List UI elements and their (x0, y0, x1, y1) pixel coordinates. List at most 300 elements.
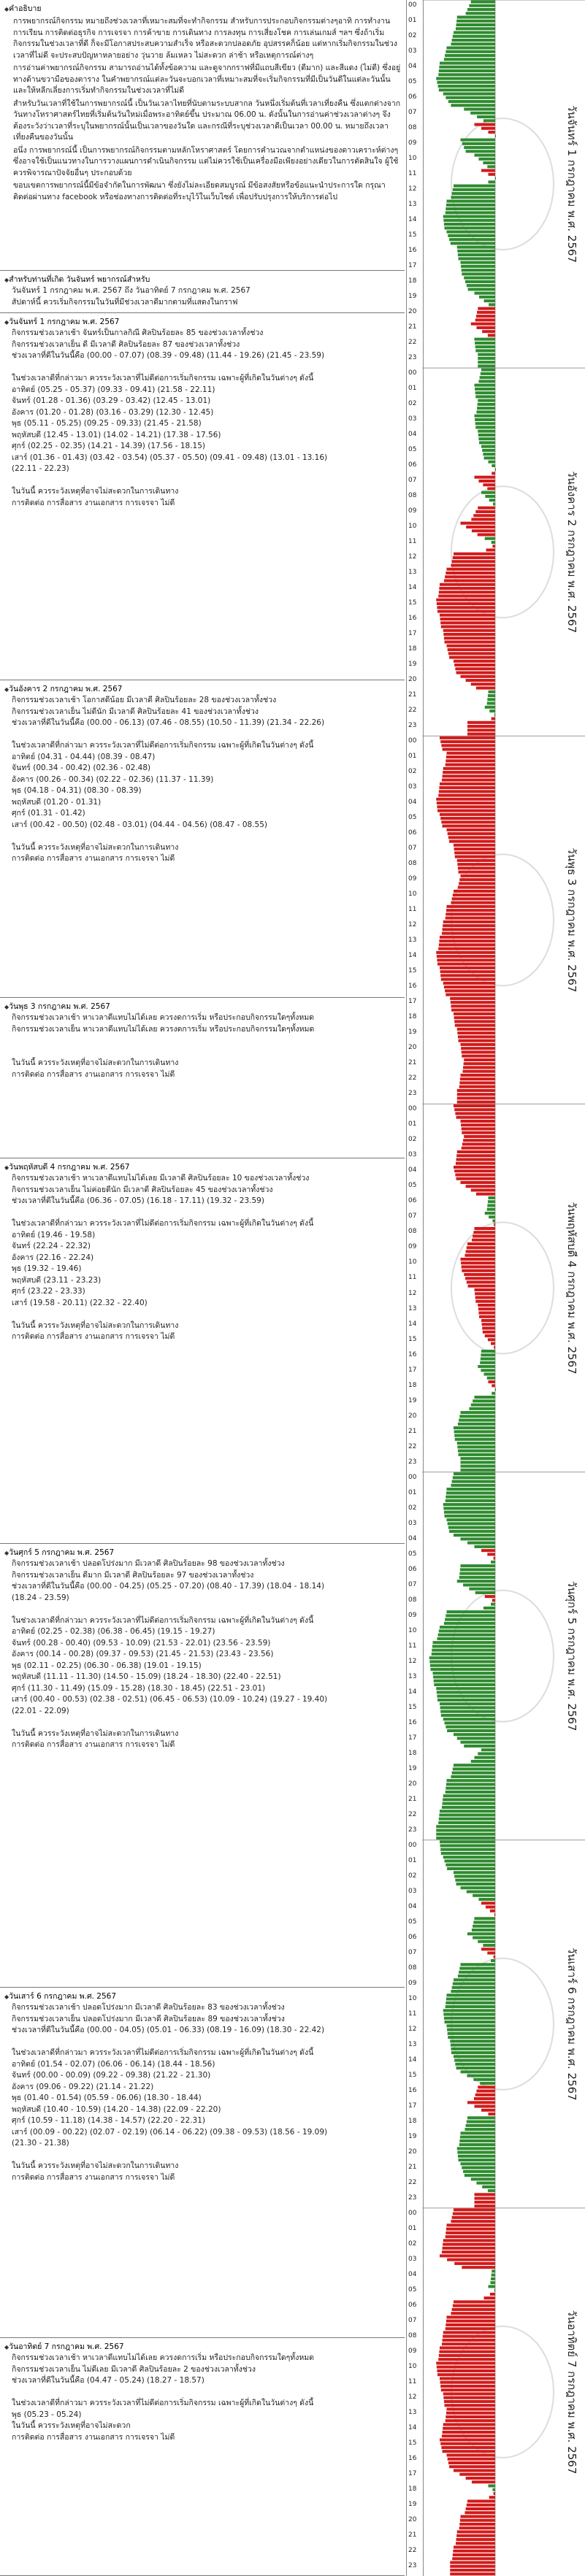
hour-tick: 16 (408, 983, 417, 991)
hour-tick: 14 (408, 216, 417, 224)
bad-time-bar (440, 974, 495, 977)
bad-time-bar (438, 794, 495, 797)
hour-tick: 00 (408, 737, 417, 745)
good-time-bar (466, 150, 495, 153)
good-time-bar (450, 2039, 495, 2042)
good-time-bar (441, 1852, 495, 1855)
hour-tick: 19 (408, 2500, 417, 2508)
bad-time-bar (456, 1116, 495, 1119)
bad-time-bar (443, 771, 495, 774)
bad-time-bar (489, 1380, 496, 1383)
good-time-bar (478, 403, 495, 406)
hour-tick: 21 (408, 2531, 417, 2539)
good-time-bar (438, 73, 495, 76)
good-time-bar (475, 388, 495, 391)
good-time-bar (446, 1783, 495, 1785)
hour-tick: 14 (408, 2056, 417, 2064)
good-time-bar (461, 1963, 496, 1966)
good-time-bar (447, 231, 496, 234)
bad-time-bar (467, 725, 495, 728)
bad-time-bar (490, 2293, 495, 2296)
good-time-bar (446, 1787, 495, 1790)
good-time-bar (433, 1675, 495, 1678)
bad-time-bar (437, 602, 495, 605)
good-time-bar (473, 1921, 495, 1923)
bad-time-bar (437, 810, 495, 812)
hour-tick: 11 (408, 170, 417, 178)
chart-day-label: วันเสาร์ 6 กรกฎาคม พ.ศ. 2567 (565, 1947, 578, 2101)
bad-time-bar (454, 2469, 495, 2472)
good-time-bar (436, 1833, 495, 1836)
day-line (12, 729, 402, 741)
bad-time-bar (461, 2515, 496, 2518)
day-line: ในวันนี้ ควรระวังเหตุที่อาจไม่สะดวกในการเดินทาง (12, 1320, 179, 1330)
bad-time-bar (456, 1154, 495, 1157)
day-line: อังคาร (00.14 - 00.28) (09.37 - 09.53) (21.45 - 21.53) (23.43 - 23.56) (12, 1650, 274, 1658)
good-time-bar (443, 1802, 495, 1805)
good-time-bar (454, 1875, 495, 1877)
hour-tick: 10 (408, 1258, 417, 1266)
bad-time-bar (444, 2400, 495, 2403)
day-line (12, 1047, 402, 1058)
day-section (0, 1988, 405, 2338)
bad-time-bar (455, 856, 495, 858)
bad-time-bar (447, 2315, 496, 2318)
hour-tick: 05 (408, 814, 417, 822)
good-time-bar (449, 238, 495, 241)
bad-time-bar (466, 526, 495, 528)
bad-time-bar (439, 591, 495, 593)
hour-tick: 22 (408, 1074, 417, 1083)
bad-time-bar (462, 1127, 495, 1130)
good-time-bar (436, 77, 495, 80)
bad-time-bar (494, 2492, 495, 2495)
bad-time-bar (443, 2427, 495, 2430)
day-line (12, 362, 402, 374)
good-time-bar (484, 456, 495, 459)
bad-time-bar (443, 633, 495, 636)
day-line: กิจกรรมช่วงเวลาเช้า ปลอดโปร่งมาก มีเวลาดี ศิลปินร้อยละ 83 ของช่วงเวลาทั้งช่วง (12, 2003, 285, 2012)
bad-time-bar (457, 1150, 495, 1153)
chart-day-label: วันศุกร์ 5 กรกฎาคม พ.ศ. 2567 (565, 1580, 578, 1731)
bad-time-bar (461, 1258, 496, 1261)
good-time-bar (461, 1469, 496, 1472)
good-time-bar (436, 1825, 495, 1828)
bad-time-bar (467, 728, 495, 731)
good-time-bar (432, 1653, 495, 1656)
good-time-bar (437, 81, 495, 84)
intro-paragraph: การพยากรณ์กิจกรรม หมายถึงช่วงเวลาที่เหมาะสมที่จะทำกิจกรรม สำหรับการประกอบกิจกรรมต่างๆอาทิ การทำงาน การเรียน การติดต่อธุรกิจ การเจรจา การค้าขาย การเดินทาง การลงทุน การเสี่ยงโชค การเล่นเกมส์ ฯลฯ ซึ่งถ้าเริ่มกิจกรรมในช่วงเวลาที่ดี ก็จะมีโอกาสประสบความสำเร็จ หรือสะดวกปลอดภัย อุปสรรคก็น้อย แต่หากเริ่มกิจกรรมในช่วงเวลาที่ไม่ดี จะประสบปัญหาหลายอย่าง วุ่นวาย ล้มเหลว ไม่สะดวก ล่าช้า หรือเหตุการณ์ต่างๆ (13, 17, 397, 60)
good-time-bar (478, 1752, 495, 1755)
chart-day-label: วันอังคาร 2 กรกฎาคม พ.ศ. 2567 (565, 471, 578, 634)
bad-time-bar (475, 2197, 496, 2200)
good-time-bar (483, 1944, 495, 1947)
bad-time-bar (475, 510, 495, 513)
day-line: การติดต่อ การสื่อสาร งานเอกสาร การเจรจา ไม่ดี (12, 498, 175, 507)
good-time-bar (457, 246, 495, 249)
bad-time-bar (478, 533, 495, 536)
day-line: อาทิตย์ (02.25 - 02.38) (06.38 - 06.45) (19.15 - 19.27) (12, 1627, 215, 1636)
good-time-bar (457, 2151, 495, 2154)
bad-time-bar (446, 756, 495, 758)
good-time-bar (458, 1450, 495, 1453)
good-time-bar (446, 2005, 495, 2008)
hour-tick: 02 (408, 1872, 417, 1880)
bad-time-bar (481, 2109, 495, 2112)
day-line: (18.24 - 23.59) (12, 1593, 69, 1602)
bad-time-bar (443, 2247, 495, 2250)
hour-tick: 10 (408, 891, 417, 899)
hour-tick: 13 (408, 569, 417, 577)
good-time-bar (443, 2013, 495, 2016)
good-time-bar (492, 541, 495, 544)
hour-tick: 06 (408, 1933, 417, 1941)
good-time-bar (448, 234, 495, 237)
day-line: กิจกรรมช่วงเวลาเย็น ดี มีเวลาดี ศิลปินร้อยละ 87 ของช่วงเวลาทั้งช่วง (12, 339, 240, 349)
bad-time-bar (445, 2404, 495, 2407)
hour-tick: 03 (408, 415, 417, 423)
bad-time-bar (447, 828, 496, 831)
hour-tick: 12 (408, 2025, 417, 2033)
bad-time-bar (459, 882, 495, 885)
bad-time-bar (437, 958, 495, 961)
bad-time-bar (446, 912, 495, 915)
good-time-bar (480, 376, 495, 379)
hour-tick: 11 (408, 1642, 417, 1650)
bad-time-bar (443, 629, 495, 632)
bad-time-bar (463, 1066, 495, 1069)
bad-time-bar (459, 1039, 495, 1042)
summary-range: วันจันทร์ 1 กรกฎาคม พ.ศ. 2567 ถึง วันอาทิตย์ 7 กรกฎาคม พ.ศ. 2567 (12, 286, 251, 295)
bad-time-bar (443, 2450, 495, 2453)
good-time-bar (482, 449, 495, 452)
good-time-bar (454, 1434, 495, 1437)
good-time-bar (492, 2274, 495, 2277)
good-time-bar (440, 1710, 495, 1713)
good-time-bar (453, 188, 495, 191)
bad-time-bar (440, 2254, 495, 2257)
day-line: กิจกรรมช่วงเวลาเช้า จันทร์เป็นกาลกิณี ศิลปินร้อยละ 85 ของช่วงเวลาทั้งช่วง (12, 328, 264, 337)
day-line: พฤหัสบดี (01.20 - 01.31) (12, 797, 102, 807)
bad-time-bar (466, 1250, 495, 1253)
good-time-bar (452, 39, 495, 42)
good-time-bar (440, 1848, 495, 1851)
day-line: เสาร์ (19.58 - 20.11) (22.32 - 22.40) (12, 1298, 148, 1307)
day-line: กิจกรรมช่วงเวลาเช้า ปลอดโปร่งมาก มีเวลาดี ศิลปินร้อยละ 98 ของช่วงเวลาทั้งช่วง (12, 1559, 285, 1568)
intro-paragraph: สำหรับวันเวลาที่ใช้ในการพยากรณ์นี้ เป็นวันเวลาไทยที่นับตามระบบสากล วันหนึ่งเริ่มต้นที่เวลาเที่ยงคืน ซึ่งแตกต่างจากวันทางโหราศาสตร์ไทยที่เริ่มต้นวันใหม่เมื่อพระอาทิตย์ขึ้น ประมาณ 06.00 น. ดังนั้นในการอ่านค่าช่วงเวลาต่างๆ จึงต้องระวังว่าเวลาที่ระบุในพยากรณ์นั้นเป็นเวลาของวันใด และกรณีที่ระบุช่วงเวลาดีเป็นเวลา 00.00 น. หมายถึงเวลาเที่ยงคืนของวันนั้น (13, 99, 401, 142)
bad-time-bar (443, 2339, 495, 2342)
chart-day-label: วันพุธ 3 กรกฎาคม พ.ศ. 2567 (565, 847, 578, 993)
hour-tick: 01 (408, 1120, 417, 1129)
bad-time-bar (461, 522, 496, 525)
bad-time-bar (454, 1016, 495, 1019)
bad-time-bar (451, 2312, 495, 2315)
hour-tick: 03 (408, 1887, 417, 1895)
hour-tick: 22 (408, 2546, 417, 2554)
hour-tick: 09 (408, 875, 417, 883)
good-time-bar (480, 2082, 495, 2085)
hour-tick: 10 (408, 155, 417, 163)
bad-time-bar (447, 645, 496, 647)
good-time-bar (447, 47, 496, 50)
good-time-bar (461, 1457, 496, 1460)
day-line: การติดต่อ การสื่อสาร งานเอกสาร การเจรจา ไม่ดี (12, 854, 175, 863)
good-time-bar (439, 66, 495, 69)
bad-time-bar (448, 832, 495, 835)
bad-time-bar (454, 1166, 495, 1169)
bad-time-bar (456, 1162, 495, 1165)
good-time-bar (442, 1806, 495, 1809)
bad-time-bar (437, 2373, 495, 2376)
good-time-bar (458, 253, 495, 256)
good-time-bar (459, 2143, 495, 2146)
good-time-bar (445, 54, 495, 57)
bad-time-bar (481, 1319, 495, 1322)
bad-time-bar (457, 1101, 495, 1104)
bad-time-bar (459, 1081, 495, 1084)
good-time-bar (478, 364, 495, 367)
hour-tick: 16 (408, 615, 417, 623)
bad-time-bar (478, 1307, 495, 1310)
good-time-bar (454, 1871, 495, 1874)
good-time-bar (438, 85, 495, 88)
bad-time-bar (446, 2235, 495, 2238)
bad-time-bar (463, 1139, 495, 1142)
good-time-bar (439, 88, 495, 91)
hour-tick: 20 (408, 308, 417, 316)
good-time-bar (457, 1442, 495, 1445)
bad-time-bar (442, 932, 495, 935)
hour-tick: 22 (408, 707, 417, 715)
hour-tick: 09 (408, 1979, 417, 1987)
bad-time-bar (454, 1108, 495, 1111)
day-line: กิจกรรมช่วงเวลาเช้า หาเวลาดีแทบไม่ได้เลย ควรงดการเริ่ม หรือประกอบกิจกรรมใดๆทั้งหมด (12, 1013, 314, 1022)
watermark-emblem (451, 486, 554, 618)
watermark-emblem (451, 1591, 554, 1722)
good-time-bar (488, 694, 495, 697)
day-line: ในช่วงเวลาดีที่กล่าวมา ควรระวังเวลาที่ไม่ดีต่อการเริ่มกิจกรรม เฉพาะผู้ที่เกิดในวันต่างๆ ดังนี้ (12, 2399, 314, 2407)
day-line: ศุกร์ (01.31 - 01.42) (12, 809, 85, 818)
hour-tick: 15 (408, 2439, 417, 2447)
good-time-bar (446, 1791, 495, 1793)
day-title: ◆ วันอาทิตย์ 7 กรกฎาคม พ.ศ. 2567 (4, 2340, 402, 2353)
good-time-bar (475, 1591, 495, 1594)
bad-time-bar (448, 652, 495, 655)
good-time-bar (445, 226, 495, 229)
bad-time-bar (437, 801, 495, 804)
good-time-bar (481, 1353, 495, 1356)
hour-tick: 05 (408, 1550, 417, 1558)
bad-time-bar (453, 2304, 495, 2307)
good-time-bar (466, 12, 495, 15)
hour-tick: 17 (408, 998, 417, 1006)
day-title: ◆ วันพุธ 3 กรกฎาคม พ.ศ. 2567 (4, 1000, 402, 1012)
good-time-bar (472, 1929, 495, 1931)
bad-time-bar (440, 2381, 495, 2384)
bad-time-bar (441, 820, 495, 823)
hour-tick: 07 (408, 477, 417, 485)
good-time-bar (473, 1399, 495, 1402)
day-line: พฤหัสบดี (23.11 - 23.23) (12, 1275, 102, 1285)
bad-time-bar (446, 2327, 495, 2330)
good-time-bar (471, 1760, 495, 1763)
good-time-bar (475, 395, 495, 398)
day-line: อาทิตย์ (01.54 - 02.07) (06.06 - 06.14) (18.44 - 18.56) (12, 2059, 215, 2069)
hour-tick: 21 (408, 1427, 417, 1435)
hour-tick: 03 (408, 1151, 417, 1159)
good-time-bar (454, 1733, 495, 1736)
hour-tick: 14 (408, 1320, 417, 1328)
good-time-bar (489, 710, 495, 712)
good-time-bar (461, 1411, 496, 1414)
good-time-bar (492, 464, 495, 467)
good-time-bar (445, 1721, 495, 1724)
hour-tick: 14 (408, 2423, 417, 2431)
bad-time-bar (462, 1055, 495, 1058)
bad-time-bar (481, 169, 495, 172)
bad-time-bar (442, 2250, 495, 2253)
hour-tick: 22 (408, 2178, 417, 2186)
bad-time-bar (451, 1004, 495, 1007)
good-time-bar (473, 1937, 495, 1939)
bad-time-bar (476, 315, 495, 318)
bad-time-bar (475, 2105, 496, 2108)
hour-tick: 07 (408, 2316, 417, 2324)
bad-time-bar (486, 1905, 495, 1908)
good-time-bar (471, 1404, 495, 1407)
good-time-bar (448, 1522, 495, 1525)
hour-tick: 04 (408, 63, 417, 71)
intro-section (0, 0, 405, 271)
bad-time-bar (467, 1242, 495, 1245)
good-time-bar (487, 1377, 495, 1380)
bad-time-bar (446, 572, 495, 574)
good-time-bar (439, 1813, 495, 1816)
bad-time-bar (472, 2480, 495, 2483)
hour-tick: 17 (408, 2102, 417, 2110)
bad-time-bar (456, 1177, 495, 1180)
day-line: กิจกรรมช่วงเวลาเย็น หาเวลาดีแทบไม่ได้เลย ควรงดการเริ่ม หรือประกอบกิจกรรมใดๆทั้งหมด (12, 1024, 315, 1034)
bad-time-bar (443, 924, 495, 927)
hour-tick: 18 (408, 277, 417, 285)
bad-time-bar (462, 2266, 495, 2269)
bad-time-bar (461, 1043, 496, 1046)
hour-tick: 15 (408, 231, 417, 239)
bad-time-bar (451, 1001, 495, 1004)
chart-day-label: วันพฤหัสบดี 4 กรกฎาคม พ.ศ. 2567 (565, 1202, 578, 1374)
bad-time-bar (439, 939, 495, 942)
good-time-bar (444, 1622, 495, 1625)
hour-tick: 10 (408, 523, 417, 531)
day-line: พุธ (05.11 - 05.25) (09.25 - 09.33) (21.45 - 21.58) (12, 419, 202, 428)
bad-time-bar (445, 640, 495, 643)
good-time-bar (445, 1515, 495, 1518)
bad-time-bar (458, 886, 495, 889)
good-time-bar (460, 2136, 495, 2139)
summary-note: สัปดาห์นี้ ควรเริ่มกิจกรรมในวันที่มีช่วงเวลาดีมากตามที่แสดงในกราฟ (12, 297, 238, 307)
hour-tick: 18 (408, 1381, 417, 1389)
good-time-bar (482, 2185, 495, 2188)
bad-time-bar (492, 1384, 495, 1387)
good-time-bar (453, 35, 495, 38)
bad-time-bar (462, 1070, 495, 1073)
hour-tick: 06 (408, 829, 417, 837)
bad-time-bar (466, 1185, 495, 1188)
good-time-bar (443, 1794, 495, 1797)
good-time-bar (481, 369, 495, 372)
bad-time-bar (462, 1050, 495, 1053)
good-time-bar (454, 1430, 495, 1433)
day-line (12, 1035, 402, 1047)
good-time-bar (454, 1426, 495, 1429)
hour-tick: 08 (408, 2331, 417, 2339)
bad-time-bar (473, 1231, 495, 1234)
intro-paragraph: อนึ่ง การพยากรณ์นี้ เป็นการพยากรณ์กิจกรรมตามหลักโหราศาสตร์ โดยการคำนวณจากตำแหน่งของดาวเคราะห์ต่างๆ ซึ่งอาจใช้เป็นแนวทางในการวางแผนการดำเนินกิจกรรม แต่ไม่ควรใช้เป็นเครื่องมือเพียงอย่างเดียวในการตัดสินใจ ผู้ใช้ควรพิจารณาปัจจัยอื่นๆ ประกอบด้วย (13, 145, 399, 177)
bad-time-bar (461, 1120, 496, 1123)
hour-tick: 22 (408, 1442, 417, 1450)
hour-tick: 09 (408, 139, 417, 147)
day-line: ในช่วงเวลาดีที่กล่าวมา ควรระวังเวลาที่ไม่ดีต่อการเริ่มกิจกรรม เฉพาะผู้ที่เกิดในวันต่างๆ ดังนี้ (12, 374, 314, 382)
good-time-bar (490, 2281, 495, 2284)
hour-tick: 04 (408, 1902, 417, 1910)
good-time-bar (460, 1568, 495, 1571)
good-time-bar (446, 2002, 495, 2004)
good-time-bar (464, 2174, 495, 2177)
bad-time-bar (454, 1169, 495, 1172)
hour-tick: 07 (408, 1948, 417, 1956)
day-line: พุธ (04.18 - 04.31) (08.30 - 08.39) (12, 786, 142, 795)
bad-time-bar (437, 805, 495, 808)
hour-tick: 20 (408, 1044, 417, 1052)
hour-tick: 13 (408, 2408, 417, 2416)
bad-time-bar (476, 2090, 495, 2093)
day-line: ศุกร์ (10.59 - 11.18) (14.38 - 14.57) (22.20 - 22.31) (12, 2116, 206, 2125)
good-time-bar (480, 1361, 495, 1364)
hour-tick: 23 (408, 2561, 417, 2569)
bad-time-bar (475, 2094, 495, 2096)
bad-time-bar (478, 1312, 495, 1315)
good-time-bar (443, 2009, 495, 2012)
bad-time-bar (478, 507, 495, 510)
bad-time-bar (489, 173, 496, 176)
good-time-bar (454, 1472, 495, 1475)
bad-time-bar (438, 594, 495, 597)
good-time-bar (469, 4, 495, 7)
good-time-bar (477, 115, 495, 118)
bad-time-bar (481, 1549, 495, 1552)
good-time-bar (464, 146, 495, 149)
bad-time-bar (441, 2388, 495, 2391)
bad-time-bar (452, 560, 495, 563)
day-title: ◆ วันศุกร์ 5 กรกฎาคม พ.ศ. 2567 (4, 1546, 402, 1558)
good-time-bar (481, 491, 495, 494)
good-time-bar (473, 1894, 495, 1897)
good-time-bar (457, 16, 495, 19)
bad-time-bar (443, 825, 495, 828)
bad-time-bar (440, 2346, 495, 2349)
day-line: อาทิตย์ (04.31 - 04.44) (08.39 - 08.47) (12, 752, 156, 761)
hour-tick: 16 (408, 1350, 417, 1358)
bad-time-bar (476, 326, 495, 329)
good-time-bar (467, 8, 495, 11)
hour-tick: 12 (408, 921, 417, 929)
bad-time-bar (443, 2423, 495, 2426)
day-line: การติดต่อ การสื่อสาร งานเอกสาร การเจรจา ไม่ดี (12, 1069, 175, 1079)
good-time-bar (446, 50, 495, 53)
day-line: พฤหัสบดี (12.45 - 13.01) (14.02 - 14.21) (17.38 - 17.56) (12, 430, 221, 439)
bad-time-bar (443, 2331, 495, 2334)
good-time-bar (437, 1691, 495, 1693)
